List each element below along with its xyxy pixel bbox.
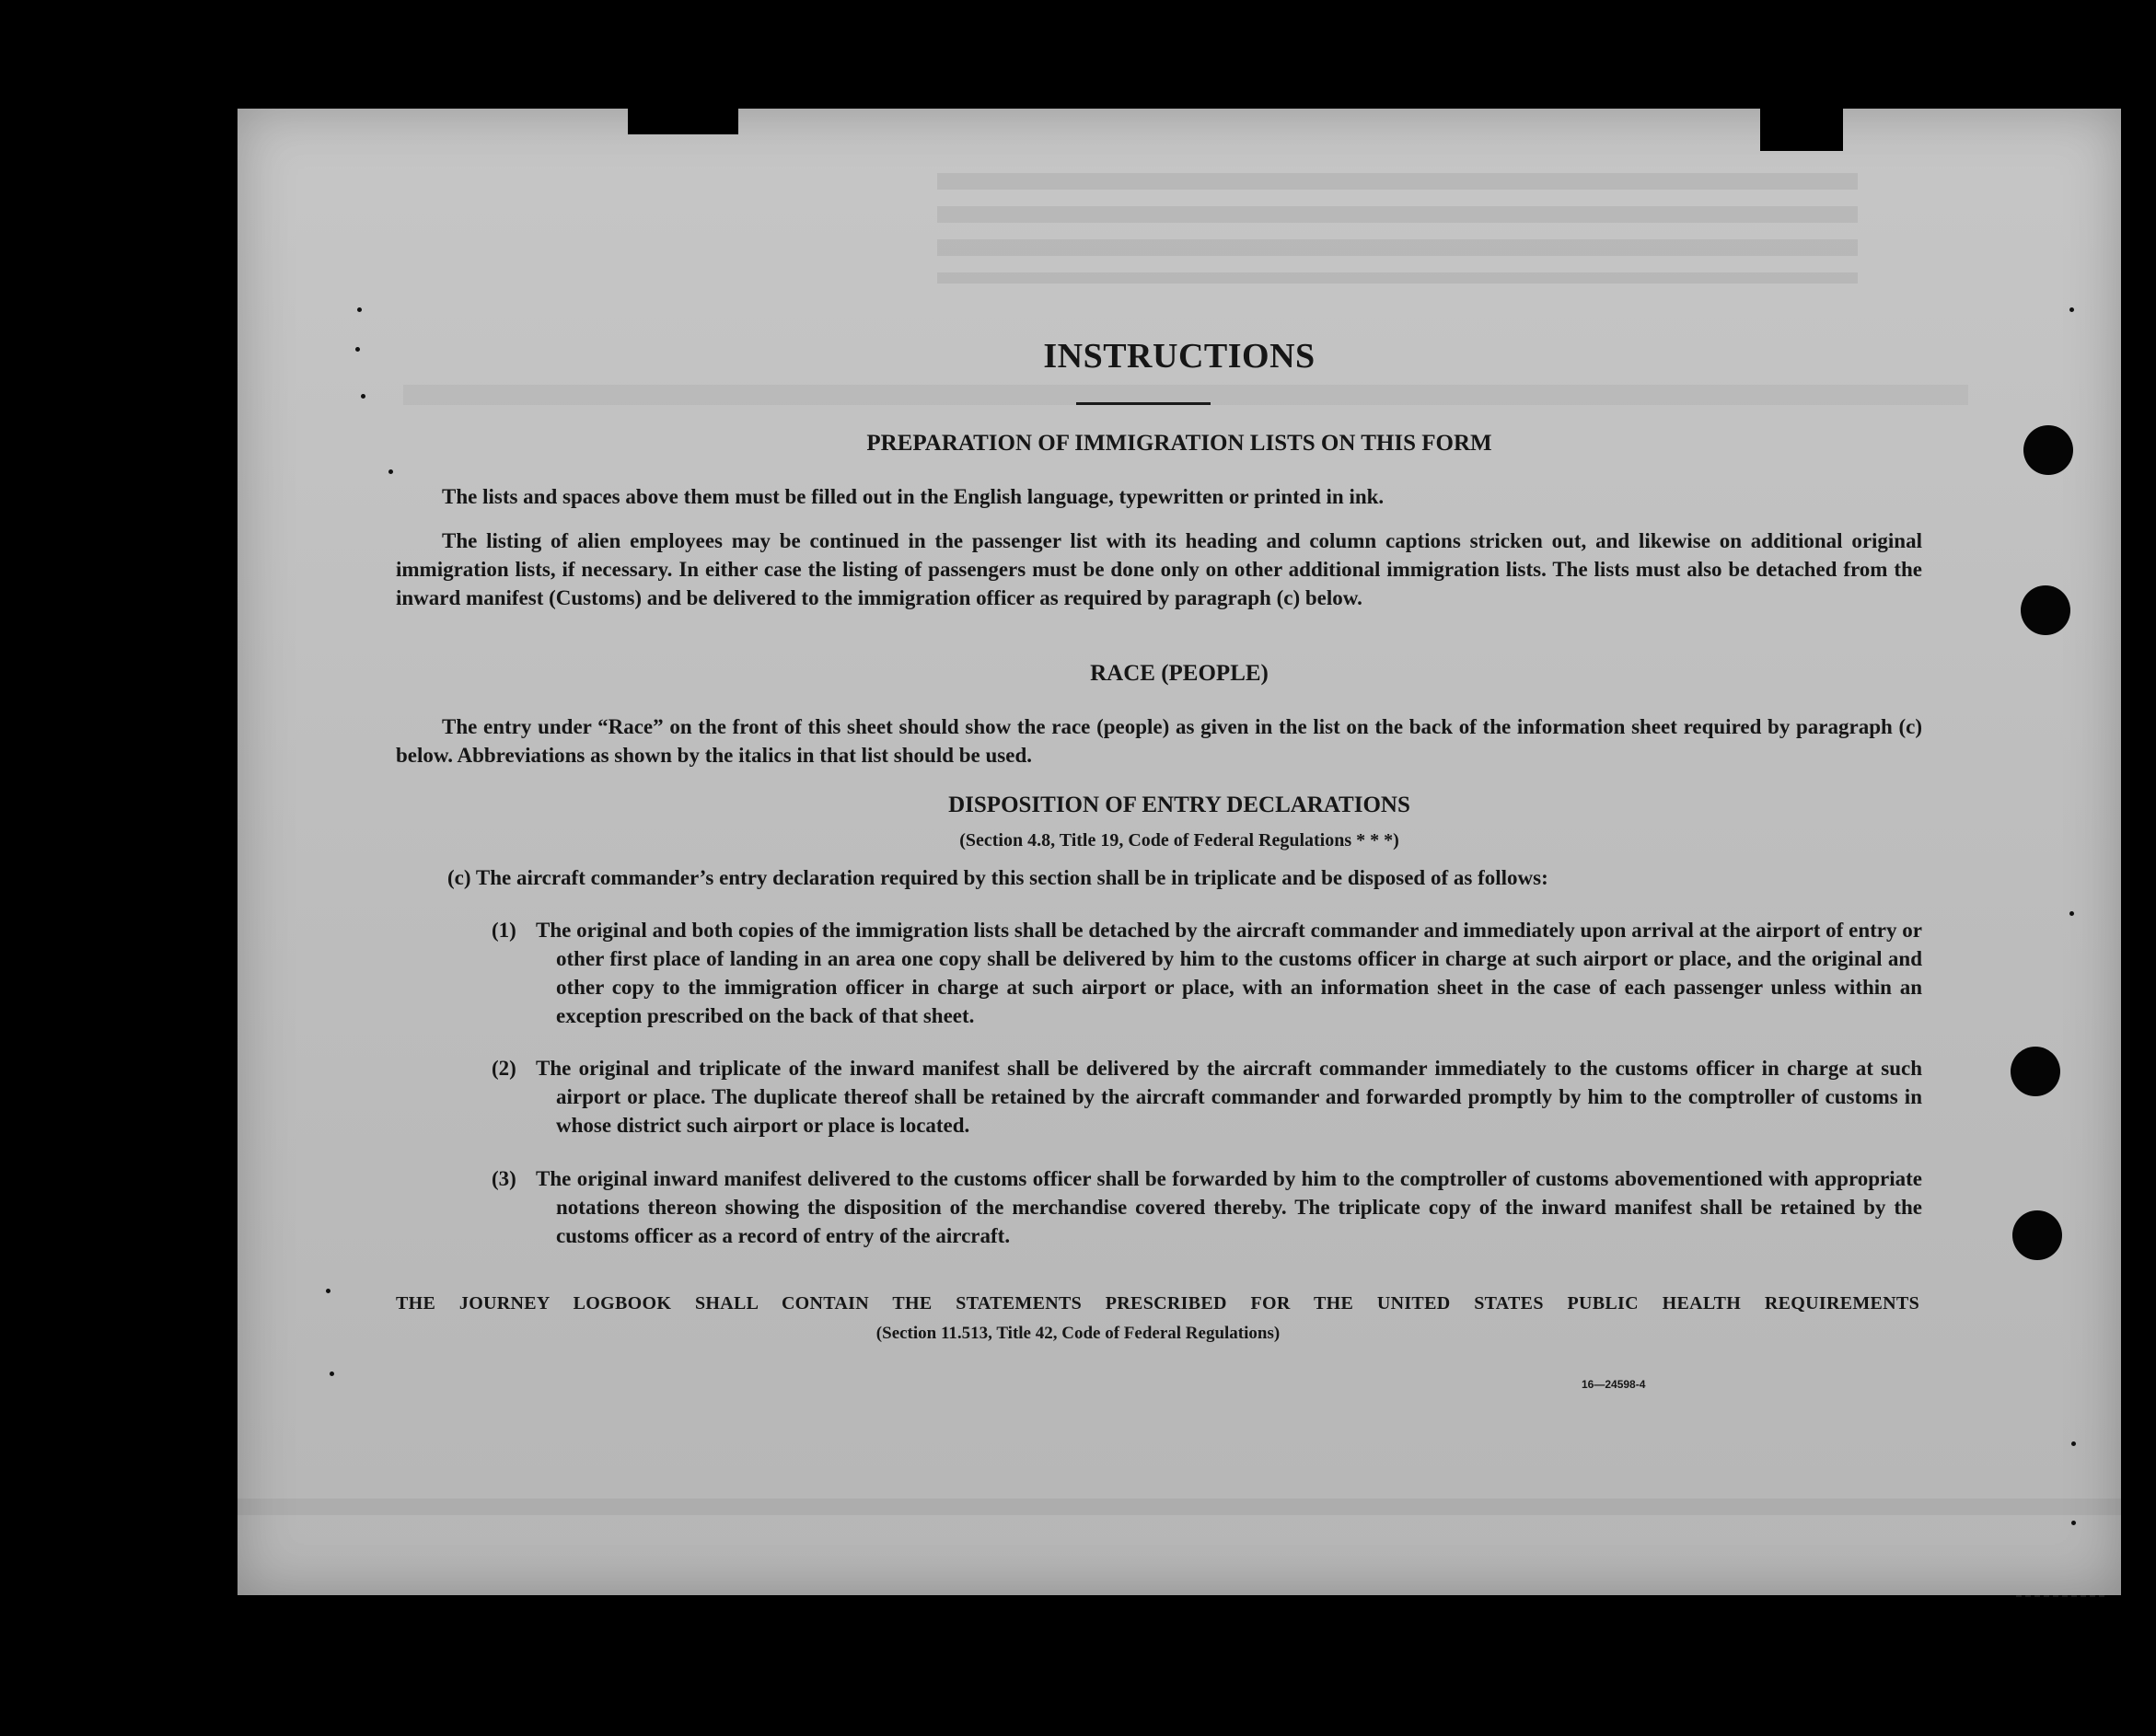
instructions-content bbox=[238, 109, 2121, 1595]
list-item-text: The original inward manifest delivered to the customs officer shall be forwarded by him to the comptroller of customs abovementioned with appropriate notations thereon showing the disposition of the merchandise covered thereby. The triplicate copy of the inward manifest shall be retained by the customs officer as a record of entry of the aircraft. bbox=[536, 1167, 1922, 1247]
paragraph-triplicate-intro: (c) The aircraft commander’s entry declaration required by this section shall be in triplicate and be disposed of as follows: bbox=[447, 866, 1548, 889]
scan-speck bbox=[2071, 1441, 2076, 1446]
paragraph-alien-employees: The listing of alien employees may be continued in the passenger list with its heading and column captions stricken out, and likewise on additional original immigration lists, if necessary. In either case the listing of passengers must be done only on other additional immigration lists. The lists must also be detached from the inward manifest (Customs) and be delivered to the immigration officer as required by paragraph (c) below. bbox=[396, 529, 1922, 609]
list-item bbox=[492, 916, 1922, 1030]
page-title: INSTRUCTIONS bbox=[1043, 337, 1316, 376]
punch-hole-icon bbox=[2011, 1047, 2060, 1096]
document-sheet bbox=[238, 109, 2121, 1595]
paragraph-race-entry: The entry under “Race” on the front of this sheet should show the race (people) as given in the list on the back of the information sheet required by paragraph (c) below. Abbreviations as shown by the italics in that list should be used. bbox=[396, 715, 1922, 767]
scan-speck bbox=[2071, 1521, 2076, 1525]
bottom-edge-dashes bbox=[2016, 1595, 2108, 1597]
list-item bbox=[492, 1054, 1922, 1140]
list-item-text: The original and both copies of the immigration lists shall be detached by the aircraft commander and immediately upon arrival at the airport of entry or other first place of landing in an area one copy shall be delivered by him to the customs officer in charge at such airport or place, and the original and other copy to the immigration officer in charge at such airport or place, with an information sheet in the case of each passenger unless within an exception prescribed on the back of that sheet. bbox=[536, 919, 1922, 1027]
list-item-number: (1) bbox=[492, 919, 516, 942]
form-number: 16—24598-4 bbox=[1582, 1378, 1646, 1391]
scan-speck bbox=[388, 469, 393, 474]
title-divider bbox=[1076, 402, 1211, 405]
list-item-number: (3) bbox=[492, 1167, 516, 1190]
list-item-text: The original and triplicate of the inward manifest shall be delivered by the aircraft commander immediately to the customs officer in charge at such airport or place. The duplicate thereof shall be retained by the aircraft commander and forwarded promptly by him to the comptroller of customs in whose district such airport or place is located. bbox=[536, 1057, 1922, 1137]
paragraph-english-language: The lists and spaces above them must be filled out in the English language, typewritten or printed in ink. bbox=[442, 485, 1385, 508]
scan-speck bbox=[330, 1371, 334, 1376]
punch-hole-icon bbox=[2012, 1210, 2062, 1260]
scan-speck bbox=[326, 1289, 330, 1293]
scan-speck bbox=[357, 307, 362, 312]
binder-tab-right bbox=[1760, 109, 1843, 151]
section-heading-preparation: PREPARATION OF IMMIGRATION LISTS ON THIS FORM bbox=[866, 431, 1492, 456]
binder-tab-left bbox=[628, 109, 738, 134]
scan-speck bbox=[2069, 307, 2074, 312]
punch-hole-icon bbox=[2023, 425, 2073, 475]
list-item bbox=[492, 1164, 1922, 1250]
citation-title-19: (Section 4.8, Title 19, Code of Federal Regulations * * *) bbox=[959, 830, 1399, 851]
punch-hole-icon bbox=[2021, 585, 2070, 635]
list-item-number: (2) bbox=[492, 1057, 516, 1080]
public-health-statement: THE JOURNEY LOGBOOK SHALL CONTAIN THE STATEMENTS PRESCRIBED FOR THE UNITED STATES PUBLIC HEALTH REQUIREMENTS bbox=[396, 1293, 1919, 1314]
citation-title-42: (Section 11.513, Title 42, Code of Federal Regulations) bbox=[875, 1324, 1281, 1343]
section-heading-disposition: DISPOSITION OF ENTRY DECLARATIONS bbox=[948, 793, 1410, 817]
section-heading-race: RACE (PEOPLE) bbox=[1090, 661, 1269, 686]
scan-speck bbox=[2069, 911, 2074, 916]
scan-speck bbox=[355, 347, 360, 352]
scan-speck bbox=[361, 394, 365, 399]
